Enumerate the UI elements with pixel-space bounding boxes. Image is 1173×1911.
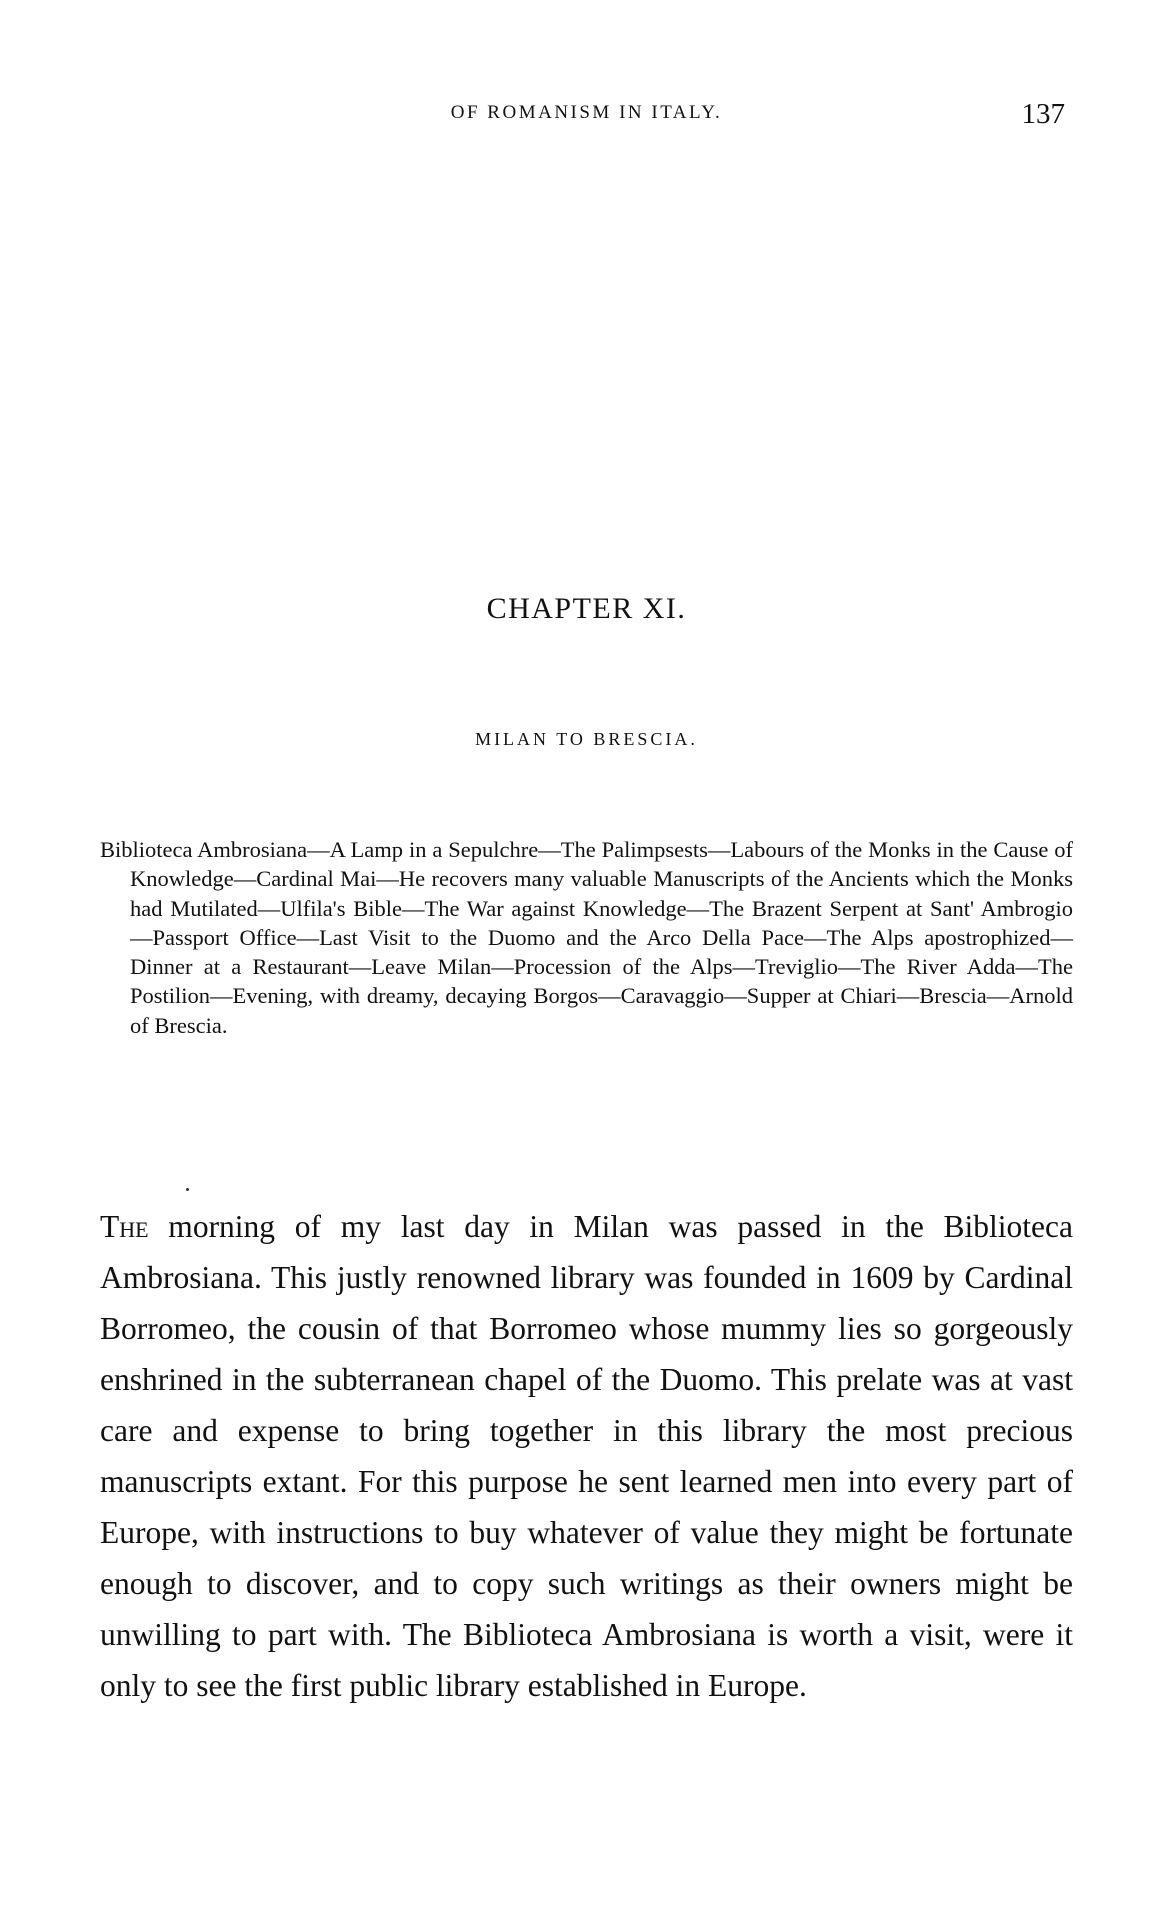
body-paragraph (100, 1201, 1073, 1711)
chapter-summary: Biblioteca Ambrosiana—A Lamp in a Sepulchre—The Palimpsests—Labours of the Monks in the Cause of Knowledge—Cardinal Mai—He recovers many valuable Manuscripts of the Ancients which the Monks had Mutilated—Ulfila's Bible—The War against Knowledge—The Brazent Serpent at Sant' Ambrogio—Passport Office—Last Visit to the Duomo and the Arco Della Pace—The Alps apostrophized—Dinner at a Restaurant—Leave Milan—Procession of the Alps—Treviglio—The River Adda—The Postilion—Evening, with dreamy, decaying Borgos—Caravaggio—Supper at Chiari—Brescia—Arnold of Brescia. (100, 837, 1073, 1038)
chapter-subtitle: MILAN TO BRESCIA. (475, 729, 698, 749)
page-header (100, 98, 1073, 138)
stray-mark (186, 1188, 189, 1191)
lead-word: The (100, 1209, 149, 1244)
chapter-title: CHAPTER XI. (486, 592, 687, 625)
running-head: OF ROMANISM IN ITALY. (450, 102, 723, 123)
page-number: 137 (1021, 98, 1065, 130)
paragraph-text: morning of my last day in Milan was passed in the Biblioteca Ambrosiana. This justly renowned library was founded in 1609 by Cardinal Borromeo, the cousin of that Borromeo whose mummy lies so gorgeously enshrined in the subterranean chapel of the Duomo. This prelate was at vast care and expense to bring together in this library the most precious manuscripts extant. For this purpose he sent learned men into every part of Europe, with instructions to buy whatever of value they might be fortunate enough to discover, and to copy such writings as their owners might be unwilling to part with. The Biblioteca Ambrosiana is worth a visit, were it only to see the first public library established in Europe. (100, 1209, 1073, 1703)
